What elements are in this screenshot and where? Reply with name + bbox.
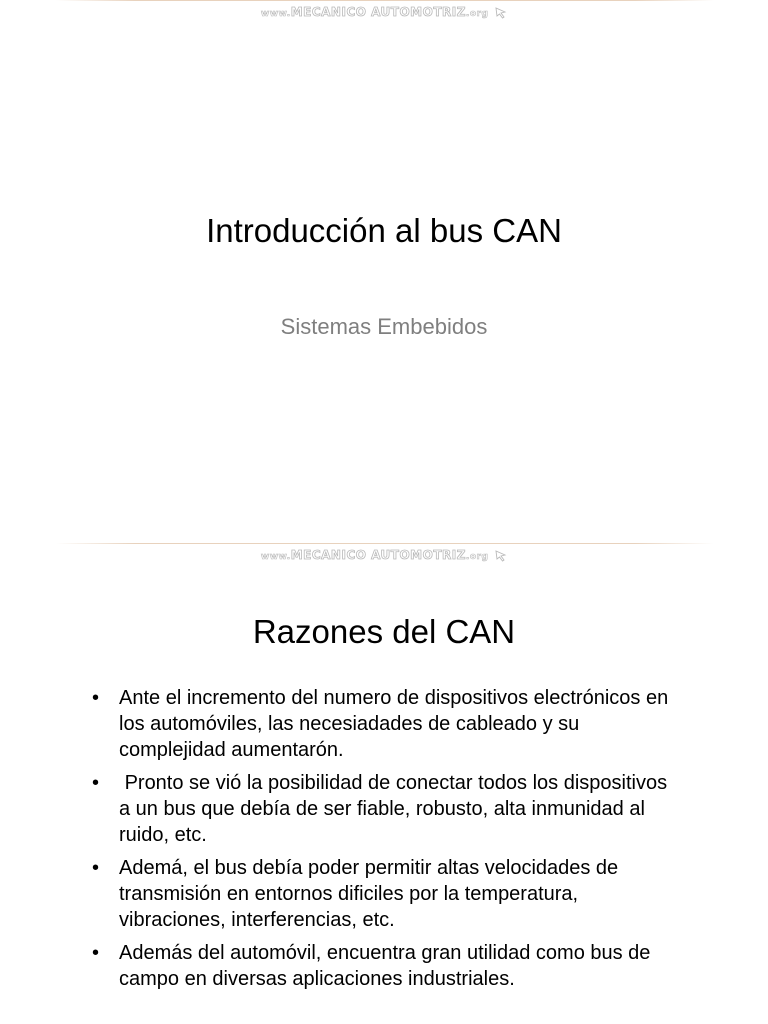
site-watermark [0, 5, 768, 19]
bullet-marker: • [92, 942, 100, 964]
bullet-marker: • [92, 857, 100, 879]
presentation-title: Introducción al bus CAN [206, 212, 562, 249]
watermark-name: MECANICO AUTOMOTRIZ [290, 548, 466, 562]
slide-title: Razones del CAN [252, 613, 516, 650]
bullet-item [92, 770, 672, 848]
watermark-name: MECANICO AUTOMOTRIZ [290, 5, 466, 19]
bullet-text: Ante el incremento del numero de dispositivos electrónicos en los automóviles, las necesiadades de cableado y su complejidad aumentarón. [119, 687, 669, 761]
top-divider [56, 0, 714, 1]
bullet-marker: • [92, 687, 100, 709]
bullet-item [92, 685, 672, 763]
cursor-icon [495, 7, 507, 19]
slide-divider [56, 543, 714, 544]
watermark-prefix: www. [260, 9, 291, 19]
bullet-text: Ademá, el bus debía poder permitir altas velocidades de transmisión en entornos dificiles por la temperatura, vibraciones, interferencias, etc. [119, 857, 619, 931]
site-watermark [0, 548, 768, 562]
bullet-list [92, 685, 672, 999]
bullet-text: Pronto se vió la posibilidad de conectar todos los dispositivos a un bus que debía de ser fiable, robusto, alta inmunidad al ruido, etc. [119, 772, 673, 846]
bullet-marker: • [92, 772, 100, 794]
bullet-item [92, 855, 672, 933]
bullet-item [92, 940, 672, 992]
watermark-suffix: .org [465, 9, 489, 19]
slide-2 [0, 543, 768, 1024]
bullet-text: Además del automóvil, encuentra gran utilidad como bus de campo en diversas aplicaciones industriales. [119, 942, 651, 990]
watermark-suffix: .org [465, 552, 489, 562]
watermark-prefix: www. [260, 552, 291, 562]
cursor-icon [495, 550, 507, 562]
presentation-subtitle: Sistemas Embebidos [280, 314, 488, 339]
